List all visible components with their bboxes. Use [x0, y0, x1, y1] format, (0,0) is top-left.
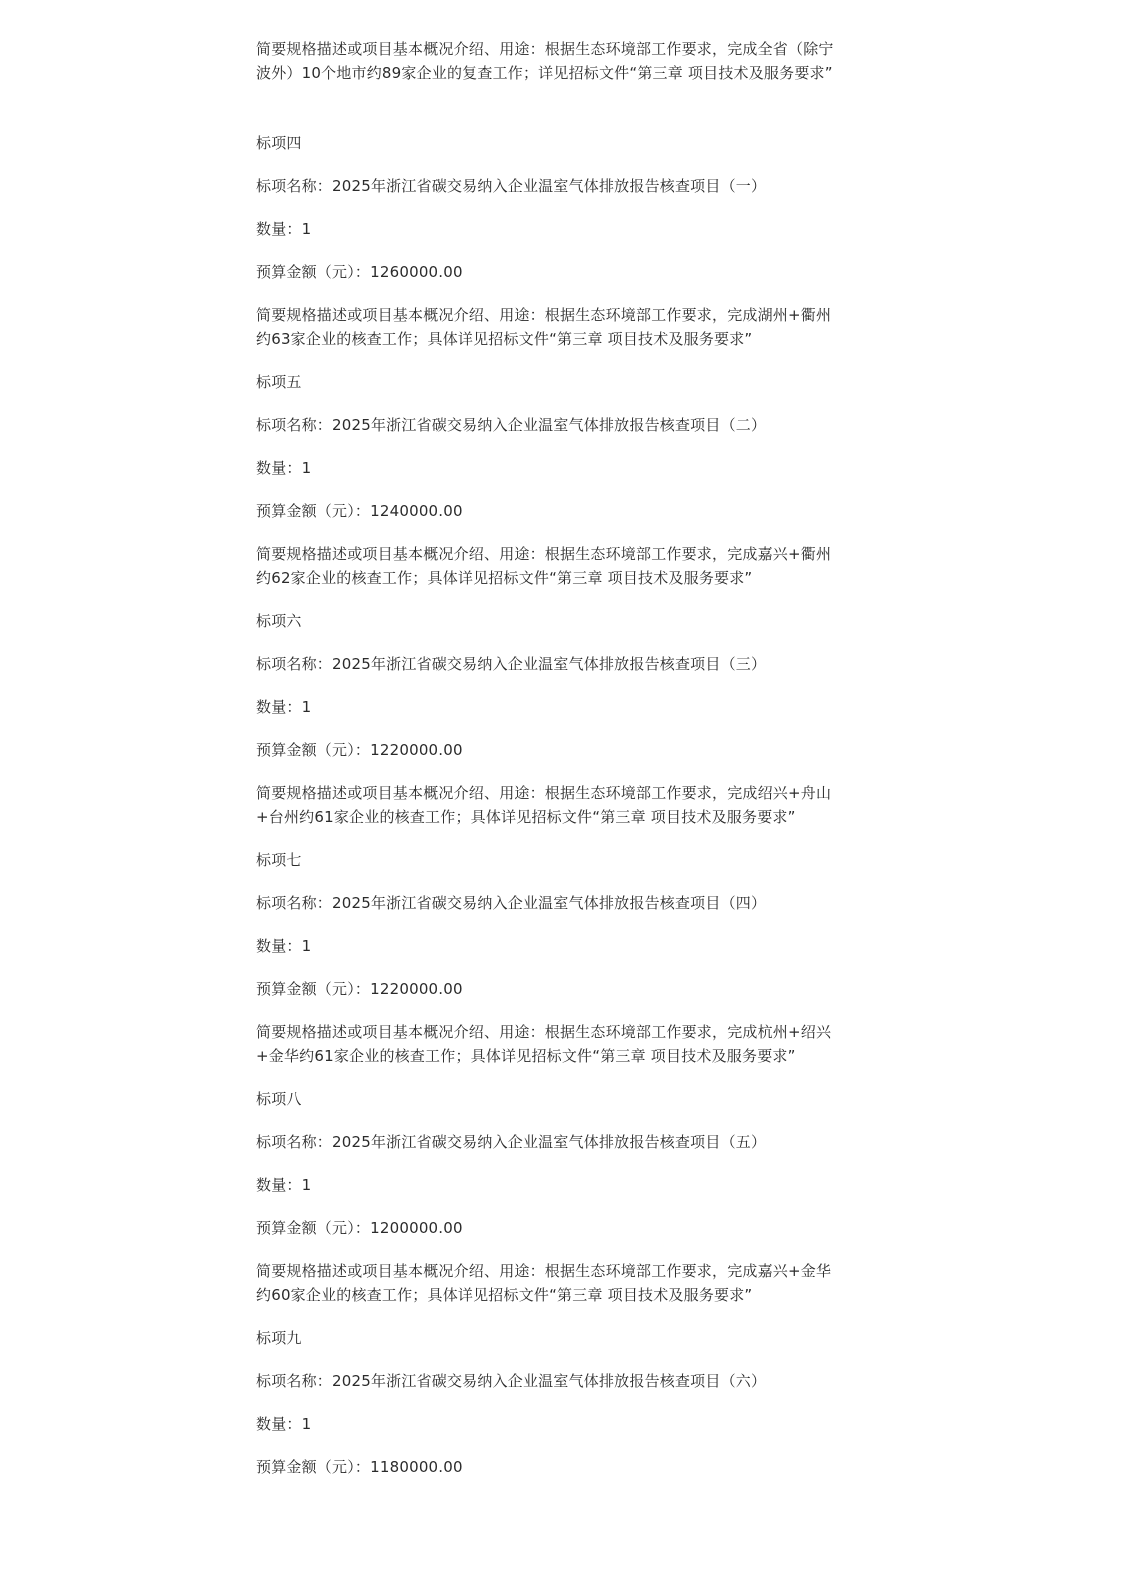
lot-budget: 预算金额（元）：1260000.00 [256, 263, 463, 281]
lot-name: 标项名称：2025年浙江省碳交易纳入企业温室气体排放报告核查项目（六） [256, 1372, 767, 1390]
lot-description [256, 1020, 876, 1068]
lot-heading: 标项七 [256, 851, 302, 869]
lot-quantity: 数量：1 [256, 698, 312, 716]
lot-description-line-1: 简要规格描述或项目基本概况介绍、用途：根据生态环境部工作要求，完成杭州+绍兴 [256, 1023, 832, 1041]
lot-budget: 预算金额（元）：1220000.00 [256, 741, 463, 759]
lot-heading: 标项五 [256, 373, 302, 391]
lot-section [256, 1326, 876, 1479]
intro-description [256, 37, 876, 85]
lot-section [256, 609, 876, 829]
lot-description [256, 303, 876, 351]
lot-description [256, 1259, 876, 1307]
lot-section [256, 848, 876, 1068]
lot-description-line-1: 简要规格描述或项目基本概况介绍、用途：根据生态环境部工作要求，完成嘉兴+衢州 [256, 545, 832, 563]
lot-budget: 预算金额（元）：1220000.00 [256, 980, 463, 998]
lot-description-line-2: 约62家企业的核查工作；具体详见招标文件“第三章 项目技术及服务要求” [256, 569, 753, 587]
lot-section [256, 370, 876, 590]
lot-description-line-1: 简要规格描述或项目基本概况介绍、用途：根据生态环境部工作要求，完成绍兴+舟山 [256, 784, 832, 802]
lot-quantity: 数量：1 [256, 459, 312, 477]
lot-description [256, 781, 876, 829]
lot-name: 标项名称：2025年浙江省碳交易纳入企业温室气体排放报告核查项目（五） [256, 1133, 767, 1151]
lot-description-line-2: 约63家企业的核查工作；具体详见招标文件“第三章 项目技术及服务要求” [256, 330, 753, 348]
lot-heading: 标项四 [256, 134, 302, 152]
lot-name: 标项名称：2025年浙江省碳交易纳入企业温室气体排放报告核查项目（二） [256, 416, 767, 434]
intro-description-line-2: 波外）10个地市约89家企业的复查工作；详见招标文件“第三章 项目技术及服务要求” [256, 64, 833, 82]
lot-quantity: 数量：1 [256, 1176, 312, 1194]
lot-heading: 标项九 [256, 1329, 302, 1347]
lot-name: 标项名称：2025年浙江省碳交易纳入企业温室气体排放报告核查项目（四） [256, 894, 767, 912]
document-content [256, 37, 876, 1498]
lot-description-line-2: 约60家企业的核查工作；具体详见招标文件“第三章 项目技术及服务要求” [256, 1286, 753, 1304]
lot-section [256, 1087, 876, 1307]
lot-description-line-1: 简要规格描述或项目基本概况介绍、用途：根据生态环境部工作要求，完成湖州+衢州 [256, 306, 832, 324]
lot-section [256, 131, 876, 351]
lot-quantity: 数量：1 [256, 1415, 312, 1433]
lot-quantity: 数量：1 [256, 937, 312, 955]
lot-description-line-2: +金华约61家企业的核查工作；具体详见招标文件“第三章 项目技术及服务要求” [256, 1047, 796, 1065]
lot-description [256, 542, 876, 590]
lot-budget: 预算金额（元）：1180000.00 [256, 1458, 463, 1476]
intro-description-line-1: 简要规格描述或项目基本概况介绍、用途：根据生态环境部工作要求，完成全省（除宁 [256, 40, 834, 58]
lot-name: 标项名称：2025年浙江省碳交易纳入企业温室气体排放报告核查项目（三） [256, 655, 767, 673]
lot-quantity: 数量：1 [256, 220, 312, 238]
lot-name: 标项名称：2025年浙江省碳交易纳入企业温室气体排放报告核查项目（一） [256, 177, 767, 195]
lot-budget: 预算金额（元）：1240000.00 [256, 502, 463, 520]
lot-description-line-1: 简要规格描述或项目基本概况介绍、用途：根据生态环境部工作要求，完成嘉兴+金华 [256, 1262, 832, 1280]
lot-heading: 标项六 [256, 612, 302, 630]
lot-budget: 预算金额（元）：1200000.00 [256, 1219, 463, 1237]
lot-heading: 标项八 [256, 1090, 302, 1108]
lot-description-line-2: +台州约61家企业的核查工作；具体详见招标文件“第三章 项目技术及服务要求” [256, 808, 796, 826]
